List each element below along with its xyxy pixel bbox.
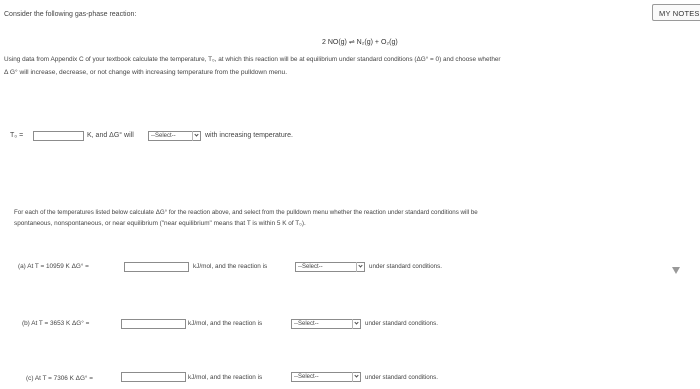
part-c-suffix: under standard conditions. (365, 374, 438, 381)
my-notes-button[interactable]: MY NOTES (652, 4, 700, 21)
delta-g-trend-select[interactable] (148, 131, 201, 141)
part-instructions-line-2: spontaneous, nonspontaneous, or near equilibrium ("near equilibrium" means that T is within 5 K of T₀). (14, 220, 306, 227)
part-b-delta-g-input[interactable] (121, 319, 186, 329)
part-c-units: kJ/mol, and the reaction is (188, 374, 263, 381)
part-b-units: kJ/mol, and the reaction is (188, 320, 263, 327)
t0-input[interactable] (33, 131, 84, 141)
part-a-units: kJ/mol, and the reaction is (193, 263, 268, 270)
t0-label: T₀ = (10, 132, 24, 139)
instructions-line-1: Using data from Appendix C of your textbook calculate the temperature, T₀, at which this reaction will be at equilibrium under standard conditions (ΔG° = 0) and choose whether (4, 56, 501, 63)
part-a-select-value: --Select-- (298, 264, 323, 270)
reaction-equation: 2 NO(g) ⇌ N₂(g) + O₂(g) (322, 39, 398, 46)
chevron-down-icon (356, 262, 364, 272)
part-c-label: (c) At T = 7306 K ΔG° = (26, 375, 93, 382)
chevron-down-icon (192, 131, 200, 141)
part-a-suffix: under standard conditions. (369, 263, 442, 270)
part-a-delta-g-input[interactable] (124, 262, 189, 272)
part-c-select-value: --Select-- (294, 374, 319, 380)
part-a-label: (a) At T = 10959 K ΔG° = (18, 263, 89, 270)
t0-trailing-text: with increasing temperature. (205, 132, 293, 139)
chevron-down-icon (352, 319, 360, 329)
part-c-delta-g-input[interactable] (121, 372, 186, 382)
part-b-label: (b) At T = 3653 K ΔG° = (22, 320, 90, 327)
part-instructions-line-1: For each of the temperatures listed below calculate ΔG° for the reaction above, and select from the pulldown menu whether the reaction under standard conditions will be (14, 209, 478, 216)
intro-text: Consider the following gas-phase reaction: (4, 11, 137, 18)
instructions-line-2: Δ G° will increase, decrease, or not change with increasing temperature from the pulldown menu. (4, 69, 288, 76)
part-a-spontaneity-select[interactable] (295, 262, 365, 272)
delta-g-trend-select-value: --Select-- (151, 133, 176, 139)
part-b-spontaneity-select[interactable] (291, 319, 361, 329)
part-b-suffix: under standard conditions. (365, 320, 438, 327)
part-b-select-value: --Select-- (294, 321, 319, 327)
part-c-spontaneity-select[interactable] (291, 372, 361, 382)
chevron-down-icon (352, 372, 360, 382)
t0-text: K, and ΔG° will (87, 132, 134, 139)
mouse-cursor-icon (672, 267, 680, 274)
